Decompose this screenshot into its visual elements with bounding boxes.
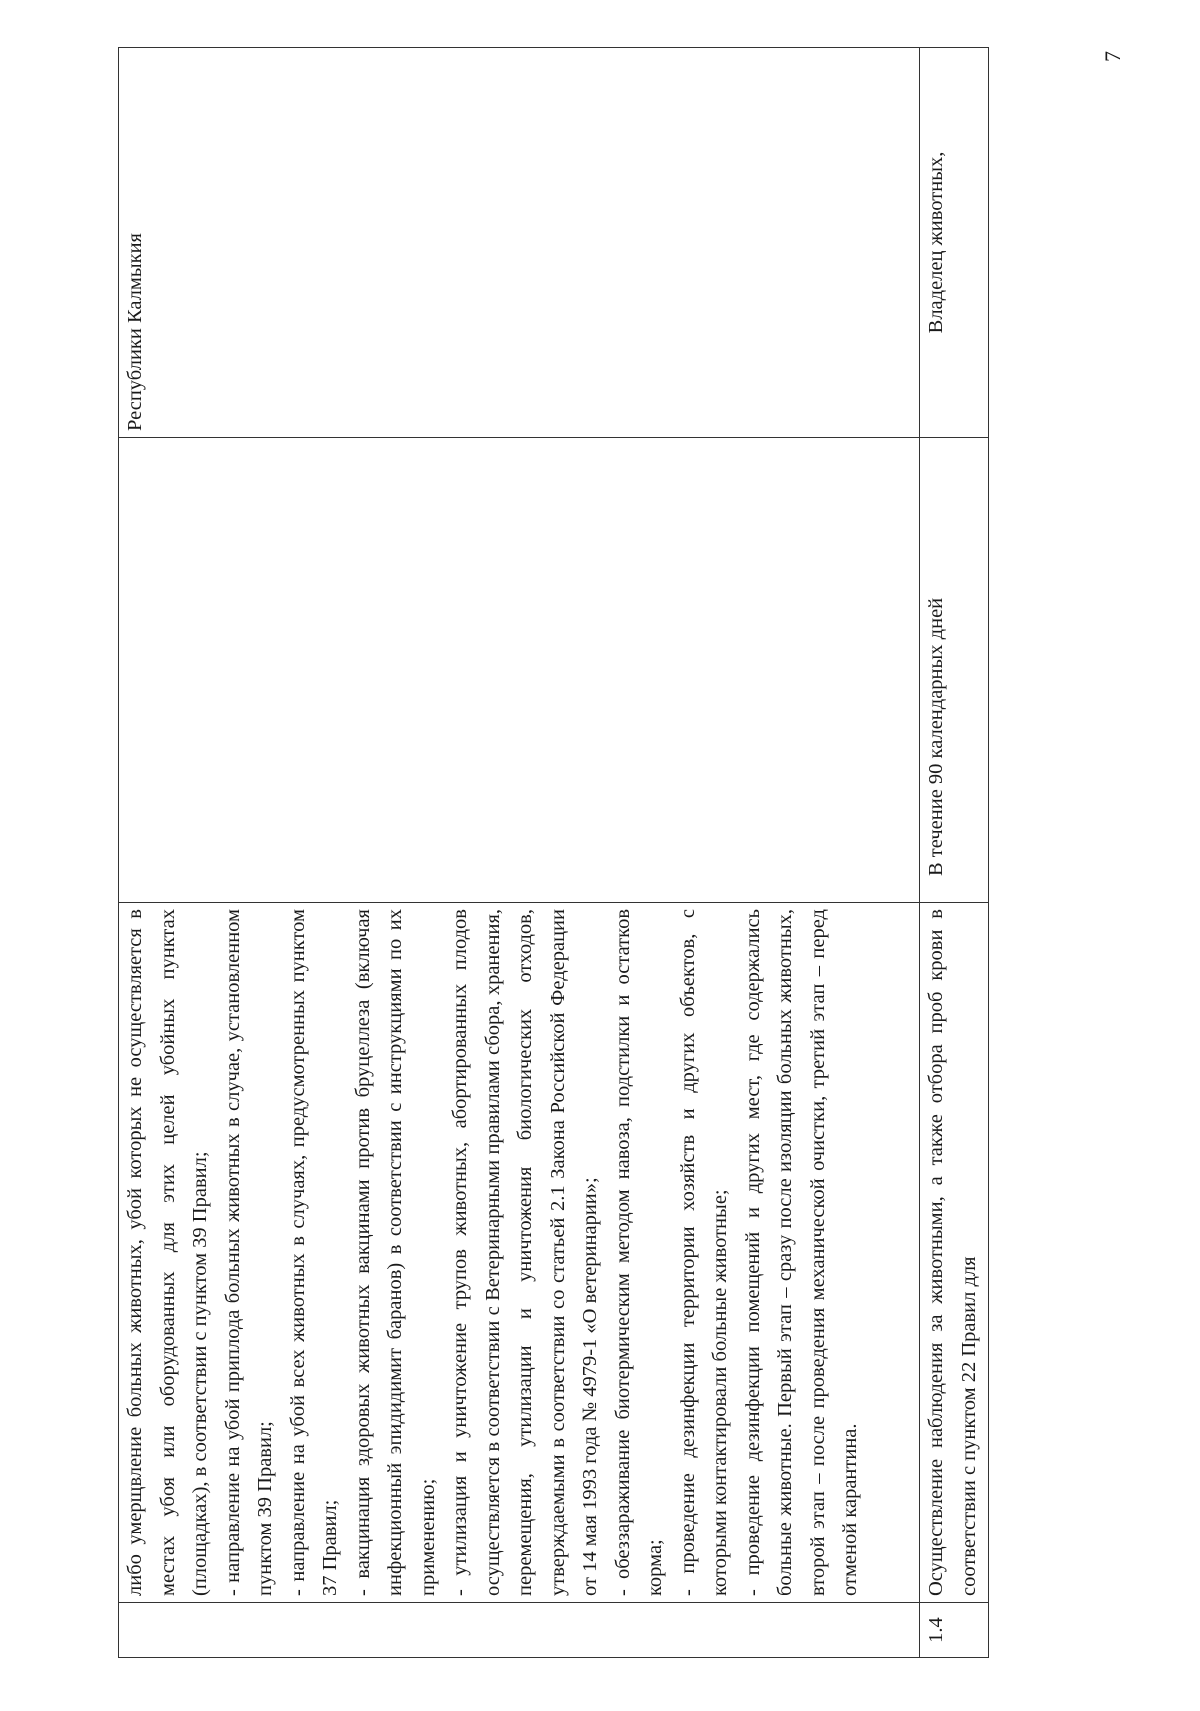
- action-cell: [920, 903, 989, 1603]
- action-cell: [119, 903, 920, 1603]
- action-line: - утилизация и уничтожение трупов животных, абортированных плодов осуществляется в соответствии с Ветеринарными правилами сбора, хранения, перемещения, утилизации и уничтожения биологических отходов, утверждаемыми в соответствии со статьей 2.1 Закона Российской Федерации от 14 мая 1993 года № 4979-1 «О ветеринарии»;: [449, 909, 601, 1596]
- table-row: [119, 48, 920, 1658]
- action-line: - проведение дезинфекции помещений и других мест, где содержались больные животные. Первый этап – сразу после изоляции больных животных, второй этап – после проведения механической очистки, третий этап – перед отменой карантина.: [741, 909, 861, 1596]
- action-line: либо умерщвление больных животных, убой которых не осуществляется в местах убоя или оборудованных для этих целей убойных пунктах (площадках), в соответствии с пунктом 39 Правил;: [124, 909, 211, 1596]
- responsible-cell: Владелец животных,: [920, 48, 989, 438]
- action-line: - направление на убой приплода больных животных в случае, установленном пунктом 39 Правил;: [221, 909, 276, 1596]
- action-line: - обеззараживание биотермическим методом навоза, подстилки и остатков корма;: [611, 909, 666, 1596]
- term-cell: [119, 438, 920, 903]
- rotated-page-content: [118, 48, 1052, 1658]
- row-number: [119, 1603, 920, 1658]
- term-cell: В течение 90 календарных дней: [920, 438, 989, 903]
- row-number: 1.4: [920, 1603, 989, 1658]
- action-line: - вакцинация здоровых животных вакцинами против бруцеллеза (включая инфекционный эпидидимит баранов) в соответствии с инструкциями по их применению;: [351, 909, 439, 1596]
- action-line: - направление на убой всех животных в случаях, предусмотренных пунктом 37 Правил;: [286, 909, 341, 1596]
- responsible-cell: Республики Калмыкия: [119, 48, 920, 438]
- page-number: 7: [1100, 51, 1125, 62]
- table-row: [920, 48, 989, 1658]
- action-line: Осуществление наблюдения за животными, а также отбора проб крови в соответствии с пунктом 22 Правил для: [925, 909, 980, 1596]
- action-line: - проведение дезинфекции территории хозяйств и других объектов, с которыми контактировали больные животные;: [676, 909, 731, 1596]
- measures-table: [118, 47, 989, 1658]
